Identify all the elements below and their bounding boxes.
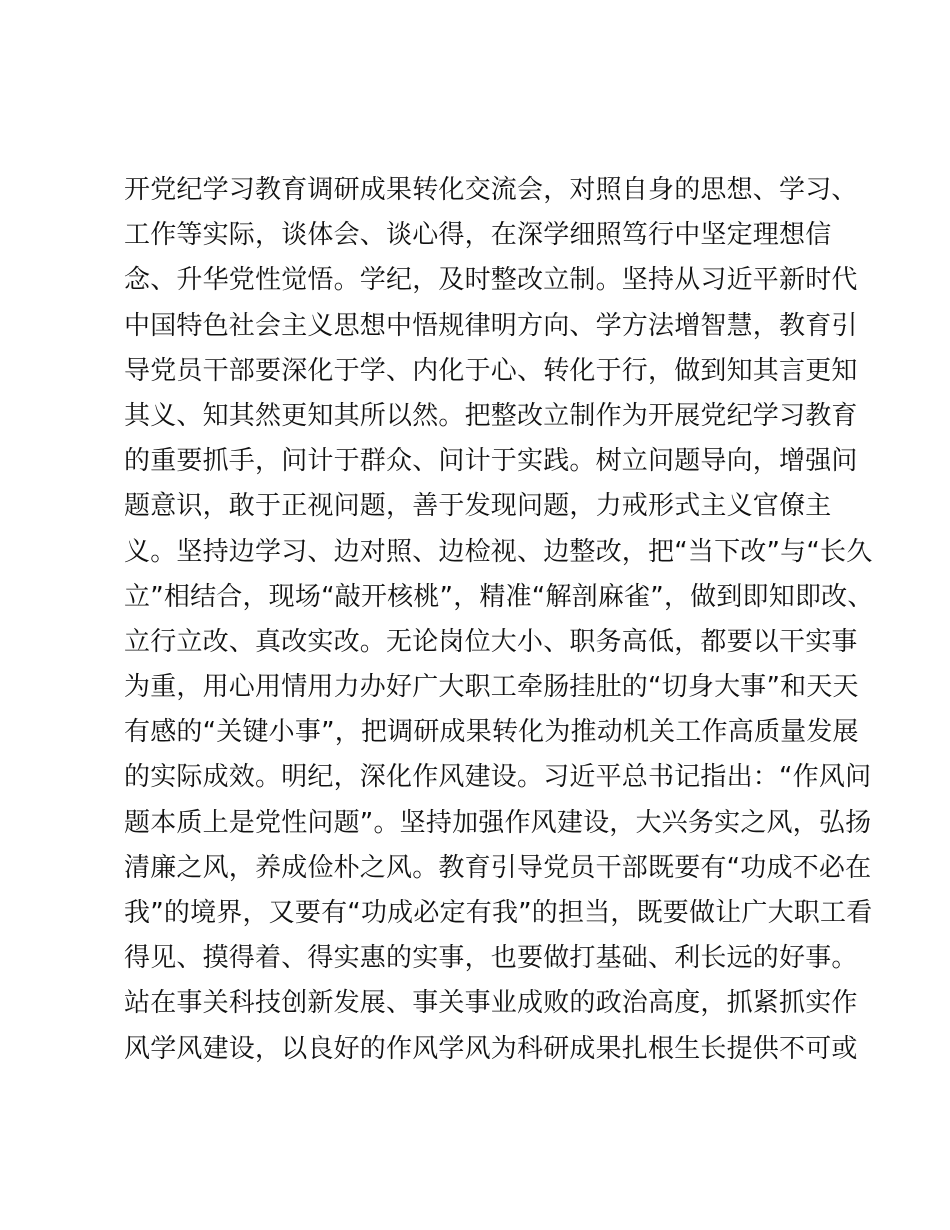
text-line: 得见、摸得着、得实惠的实事，也要做打基础、利长远的好事。 [124, 943, 858, 974]
text-line: 题本质上是党性问题”。坚持加强作风建设，大兴务实之风，弘扬 [124, 807, 872, 838]
text-line: 义。坚持边学习、边对照、边检视、边整改，把“当下改”与“长久 [124, 536, 873, 567]
text-line: 清廉之风，养成俭朴之风。教育引导党员干部既要有“功成不必在 [124, 852, 872, 883]
text-line: 站在事关科技创新发展、事关事业成败的政治高度，抓紧抓实作 [124, 988, 858, 1019]
body-text [124, 168, 874, 1072]
text-line: 题意识，敢于正视问题，善于发现问题，力戒形式主义官僚主 [124, 491, 832, 522]
text-line: 其义、知其然更知其所以然。把整改立制作为开展党纪学习教育 [124, 400, 858, 431]
text-line: 为重，用心用情用力办好广大职工牵肠挂肚的“切身大事”和天天 [124, 672, 859, 703]
text-line: 中国特色社会主义思想中悟规律明方向、学方法增智慧，教育引 [124, 310, 858, 341]
text-line: 开党纪学习教育调研成果转化交流会，对照自身的思想、学习、 [124, 175, 858, 205]
text-line: 导党员干部要深化于学、内化于心、转化于行，做到知其言更知 [124, 355, 858, 386]
text-line: 的重要抓手，问计于群众、问计于实践。树立问题导向，增强问 [124, 446, 858, 477]
text-line: 念、升华党性觉悟。学纪，及时整改立制。坚持从习近平新时代 [124, 265, 858, 296]
text-line: 立”相结合，现场“敲开核桃”，精准“解剖麻雀”，做到即知即改、 [124, 581, 874, 612]
text-line: 风学风建设，以良好的作风学风为科研成果扎根生长提供不可或 [124, 1033, 858, 1064]
text-line: 的实际成效。明纪，深化作风建设。习近平总书记指出：“作风问 [124, 762, 872, 793]
text-line: 工作等实际，谈体会、谈心得，在深学细照笃行中坚定理想信 [124, 220, 832, 251]
text-line: 我”的境界，又要有“功成必定有我”的担当，既要做让广大职工看 [124, 898, 873, 928]
text-line: 立行立改、真改实改。无论岗位大小、职务高低，都要以干实事 [124, 626, 858, 657]
text-line: 有感的“关键小事”，把调研成果转化为推动机关工作高质量发展 [124, 717, 859, 748]
